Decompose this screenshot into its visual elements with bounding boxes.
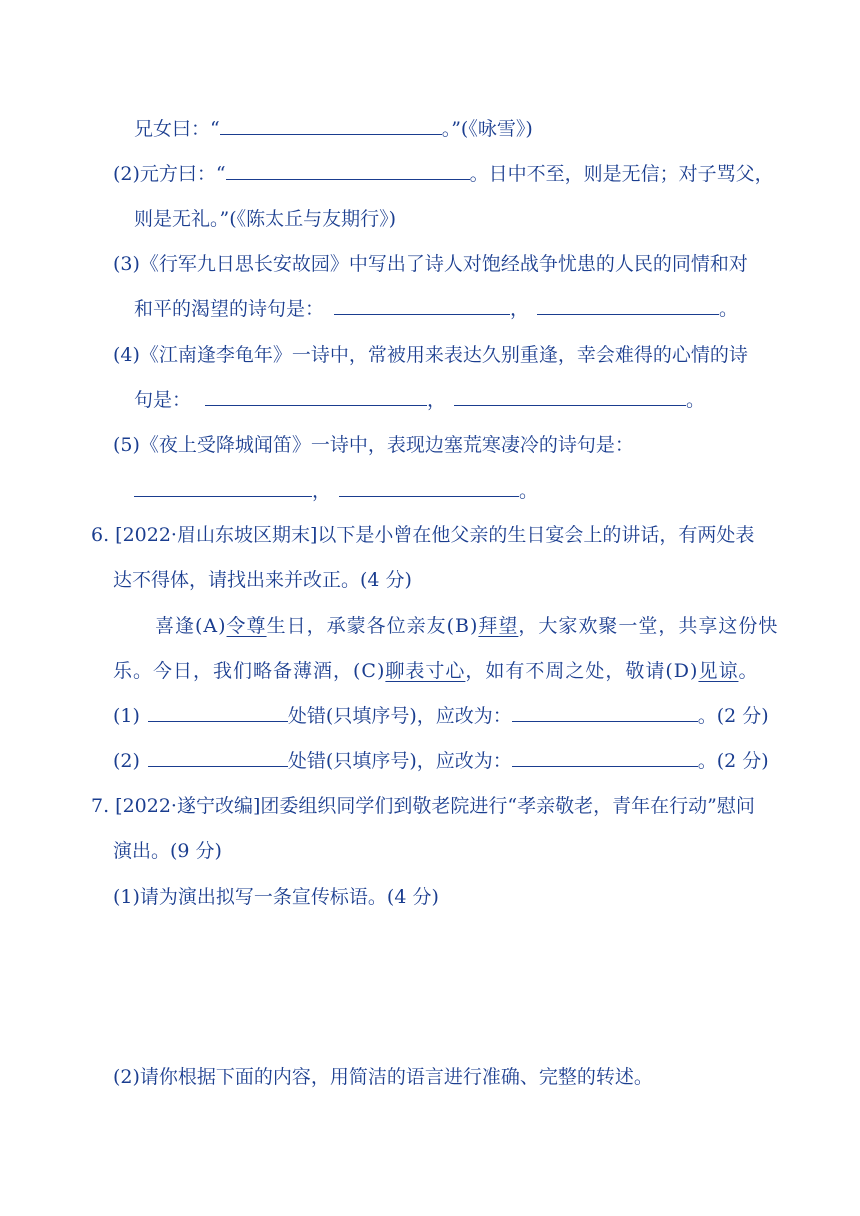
answer-blank[interactable] bbox=[537, 296, 719, 315]
answer-blank[interactable] bbox=[334, 296, 510, 315]
text: 处错(只填序号)，应改为： bbox=[287, 750, 512, 772]
q7-sub-1: (1)请为演出拟写一条宣传标语。(4 分) bbox=[113, 886, 439, 908]
q6-passage-line-1 bbox=[155, 613, 778, 639]
underlined-phrase: 见谅 bbox=[698, 660, 739, 682]
text: 生日，承蒙各位亲友(B) bbox=[266, 615, 479, 637]
answer-blank[interactable] bbox=[220, 116, 442, 135]
text: 处错(只填序号)，应改为： bbox=[287, 705, 512, 727]
answer-blank[interactable] bbox=[339, 478, 519, 497]
q6-passage-line-2 bbox=[113, 658, 758, 684]
text: ，大家欢聚一堂，共享这份快 bbox=[518, 615, 779, 637]
q5-sub-2 bbox=[113, 161, 774, 187]
answer-blank[interactable] bbox=[454, 387, 686, 406]
q6-answer-2 bbox=[113, 748, 769, 774]
q5-sub-4-cont bbox=[134, 387, 705, 413]
text: (1) bbox=[113, 705, 140, 727]
underlined-phrase: 令尊 bbox=[226, 615, 267, 637]
text: 。(2 分) bbox=[697, 705, 769, 727]
q7-stem-cont: 演出。(9 分) bbox=[113, 840, 222, 862]
q6-stem: 6. [2022·眉山东坡区期末]以下是小曾在他父亲的生日宴会上的讲话，有两处表 bbox=[91, 524, 755, 546]
text: 和平的渴望的诗句是： bbox=[134, 298, 325, 320]
text: 。 bbox=[519, 480, 539, 502]
text: 。”(《咏雪》) bbox=[441, 118, 533, 140]
q5-sub-5: (5)《夜上受降城闻笛》一诗中，表现边塞荒寒凄冷的诗句是： bbox=[113, 434, 634, 456]
answer-blank[interactable] bbox=[512, 703, 698, 722]
q5-line-1 bbox=[134, 116, 533, 142]
text: 。(2 分) bbox=[697, 750, 769, 772]
q5-sub-2-cont: 则是无礼。”(《陈太丘与友期行》) bbox=[134, 208, 397, 230]
text: 喜逢(A) bbox=[155, 615, 227, 637]
text: ， bbox=[427, 389, 447, 411]
text: (2)元方曰：“ bbox=[113, 163, 226, 185]
text: 乐。今日，我们略备薄酒，(C) bbox=[113, 660, 386, 682]
text: 。 bbox=[719, 298, 739, 320]
q5-sub-3: (3)《行军九日思长安故园》中写出了诗人对饱经战争忧患的人民的同情和对 bbox=[113, 253, 748, 275]
text: 句是： bbox=[134, 389, 192, 411]
q5-sub-4: (4)《江南逢李龟年》一诗中，常被用来表达久别重逢，幸会难得的心情的诗 bbox=[113, 344, 748, 366]
text: ， bbox=[510, 298, 530, 320]
text: ，如有不周之处，敬请(D) bbox=[465, 660, 699, 682]
answer-blank[interactable] bbox=[148, 703, 288, 722]
underlined-phrase: 拜望 bbox=[478, 615, 519, 637]
answer-blank[interactable] bbox=[148, 748, 288, 767]
q5-sub-5-cont bbox=[134, 478, 538, 504]
q7-sub-2: (2)请你根据下面的内容，用简洁的语言进行准确、完整的转述。 bbox=[113, 1066, 653, 1088]
q6-answer-1 bbox=[113, 703, 769, 729]
text: 。 bbox=[686, 389, 706, 411]
q6-stem-cont: 达不得体，请找出来并改正。(4 分) bbox=[113, 569, 412, 591]
answer-blank[interactable] bbox=[205, 387, 427, 406]
text: ， bbox=[312, 480, 332, 502]
q5-sub-3-cont bbox=[134, 296, 738, 322]
text: 。 bbox=[738, 660, 759, 682]
text: (2) bbox=[113, 750, 140, 772]
q7-stem: 7. [2022·遂宁改编]团委组织同学们到敬老院进行“孝亲敬老，青年在行动”慰问 bbox=[91, 795, 755, 817]
underlined-phrase: 聊表寸心 bbox=[385, 660, 466, 682]
text: 。日中不至，则是无信；对子骂父， bbox=[469, 163, 774, 185]
text: 兄女曰：“ bbox=[134, 118, 220, 140]
answer-blank[interactable] bbox=[512, 748, 698, 767]
answer-blank[interactable] bbox=[226, 161, 470, 180]
answer-blank[interactable] bbox=[134, 478, 312, 497]
